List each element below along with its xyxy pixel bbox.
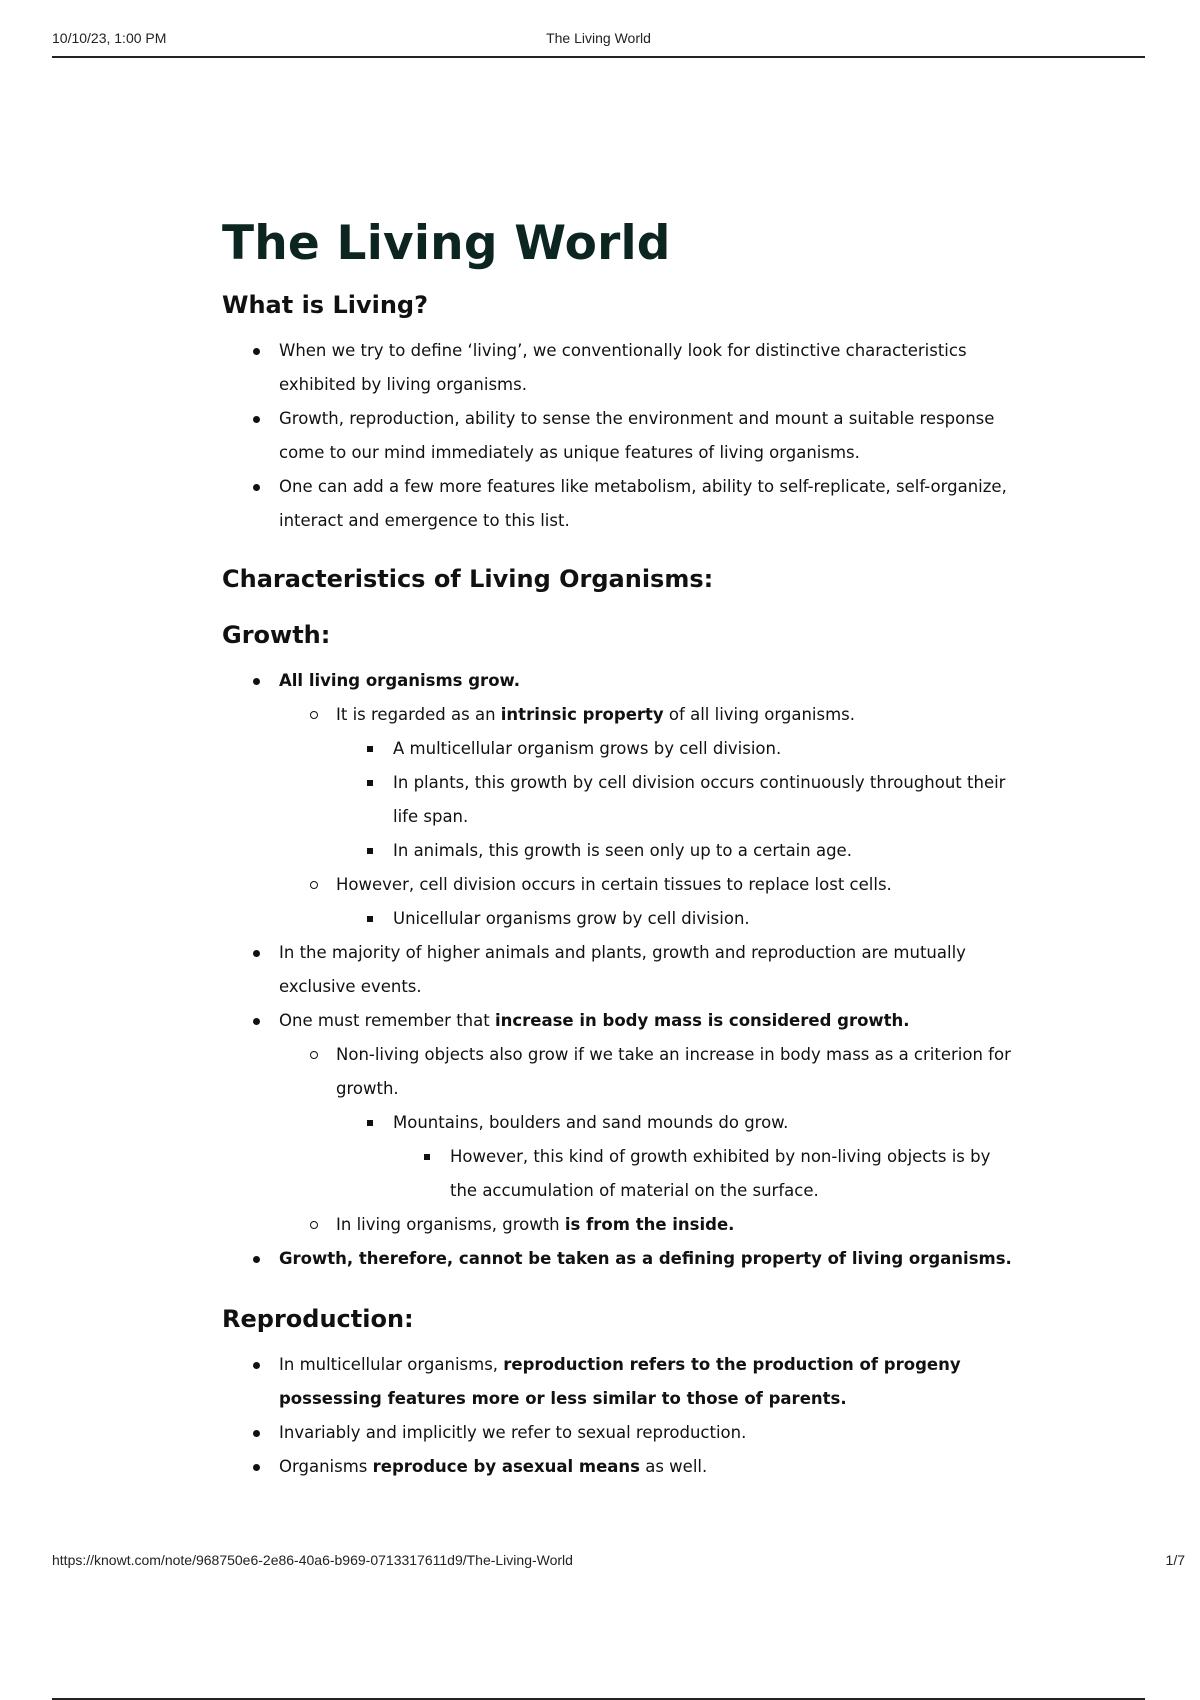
disc-bullet-icon <box>253 1256 260 1263</box>
list-item: Non-living objects also grow if we take an increase in body mass as a criterion for growth. Mountains, boulders and sand mounds do grow. However, this kind of growth exhibited by non-living objects is by the accumulation of material on the surface. <box>279 1038 1022 1208</box>
list-item: However, cell division occurs in certain tissues to replace lost cells. Unicellular organisms grow by cell division. <box>279 868 1022 936</box>
heading-what-is-living: What is Living? <box>222 291 429 319</box>
note-content <box>222 214 1022 1484</box>
list-item: Organisms reproduce by asexual means as well. <box>222 1450 1022 1484</box>
circle-bullet-icon <box>310 711 318 719</box>
reproduction-list <box>222 1348 1022 1484</box>
what-is-living-list <box>222 334 1022 538</box>
disc-bullet-icon <box>253 416 260 423</box>
disc-bullet-icon <box>253 1362 260 1369</box>
list-item: In multicellular organisms, reproduction refers to the production of progeny possessing features more or less similar to those of parents. <box>222 1348 1022 1416</box>
list-item: All living organisms grow. It is regarded as an intrinsic property of all living organisms. A multicellular organism grows by cell division. In plants, this growth by cell division occurs continuously throughout their life span. In animals, this growth is seen only up to a certain age. However, cell division occurs in certain tissues to replace lost cells. Unicellular organisms grow by cell division. <box>222 664 1022 936</box>
sub-list <box>279 1038 1022 1242</box>
disc-bullet-icon <box>253 950 260 957</box>
page-title: The Living World <box>222 216 671 271</box>
square-bullet-icon <box>424 1154 430 1160</box>
disc-bullet-icon <box>253 484 260 491</box>
square-bullet-icon <box>367 746 373 752</box>
list-item: One can add a few more features like metabolism, ability to self-replicate, self-organize, interact and emergence to this list. <box>222 470 1022 538</box>
circle-bullet-icon <box>310 1051 318 1059</box>
list-item: However, this kind of growth exhibited by non-living objects is by the accumulation of material on the surface. <box>393 1140 1022 1208</box>
sub-list <box>279 698 1022 936</box>
sub-sub-list <box>336 732 1022 868</box>
page-number: 1/7 <box>1165 1552 1185 1568</box>
list-item: When we try to define ‘living’, we conventionally look for distinctive characteristics exhibited by living organisms. <box>222 334 1022 402</box>
list-item: In animals, this growth is seen only up to a certain age. <box>336 834 1022 868</box>
list-item: One must remember that increase in body mass is considered growth. Non-living objects also grow if we take an increase in body mass as a criterion for growth. Mountains, boulders and sand mounds do grow. However, this kind of growth exhibited by non-living objects is by the accumulation of material on the surface. In living organisms, growth is from the inside. <box>222 1004 1022 1242</box>
sub-sub-list <box>336 1106 1022 1208</box>
list-item: In the majority of higher animals and plants, growth and reproduction are mutually exclusive events. <box>222 936 1022 1004</box>
print-date: 10/10/23, 1:00 PM <box>52 30 167 46</box>
circle-bullet-icon <box>310 1221 318 1229</box>
disc-bullet-icon <box>253 1430 260 1437</box>
list-item: Growth, reproduction, ability to sense the environment and mount a suitable response come to our mind immediately as unique features of living organisms. <box>222 402 1022 470</box>
list-item: Unicellular organisms grow by cell division. <box>336 902 1022 936</box>
square-bullet-icon <box>367 848 373 854</box>
list-item: Mountains, boulders and sand mounds do grow. However, this kind of growth exhibited by non-living objects is by the accumulation of material on the surface. <box>336 1106 1022 1208</box>
square-bullet-icon <box>367 780 373 786</box>
list-item: A multicellular organism grows by cell division. <box>336 732 1022 766</box>
disc-bullet-icon <box>253 1018 260 1025</box>
sub-sub-sub-list <box>393 1140 1022 1208</box>
sub-sub-list <box>336 902 1022 936</box>
print-header <box>52 28 1145 58</box>
square-bullet-icon <box>367 1120 373 1126</box>
growth-list <box>222 664 1022 1276</box>
print-doc-title: The Living World <box>546 30 651 46</box>
disc-bullet-icon <box>253 678 260 685</box>
circle-bullet-icon <box>310 881 318 889</box>
list-item: Invariably and implicitly we refer to sexual reproduction. <box>222 1416 1022 1450</box>
list-item: In living organisms, growth is from the inside. <box>279 1208 1022 1242</box>
heading-growth: Growth: <box>222 621 331 649</box>
list-item: It is regarded as an intrinsic property of all living organisms. A multicellular organism grows by cell division. In plants, this growth by cell division occurs continuously throughout their life span. In animals, this growth is seen only up to a certain age. <box>279 698 1022 868</box>
disc-bullet-icon <box>253 348 260 355</box>
list-item: Growth, therefore, cannot be taken as a defining property of living organisms. <box>222 1242 1022 1276</box>
heading-reproduction: Reproduction: <box>222 1305 414 1333</box>
print-url: https://knowt.com/note/968750e6-2e86-40a6-b969-0713317611d9/The-Living-World <box>52 1552 573 1568</box>
square-bullet-icon <box>367 916 373 922</box>
disc-bullet-icon <box>253 1464 260 1471</box>
heading-characteristics: Characteristics of Living Organisms: <box>222 565 714 593</box>
list-item: In plants, this growth by cell division occurs continuously throughout their life span. <box>336 766 1022 834</box>
